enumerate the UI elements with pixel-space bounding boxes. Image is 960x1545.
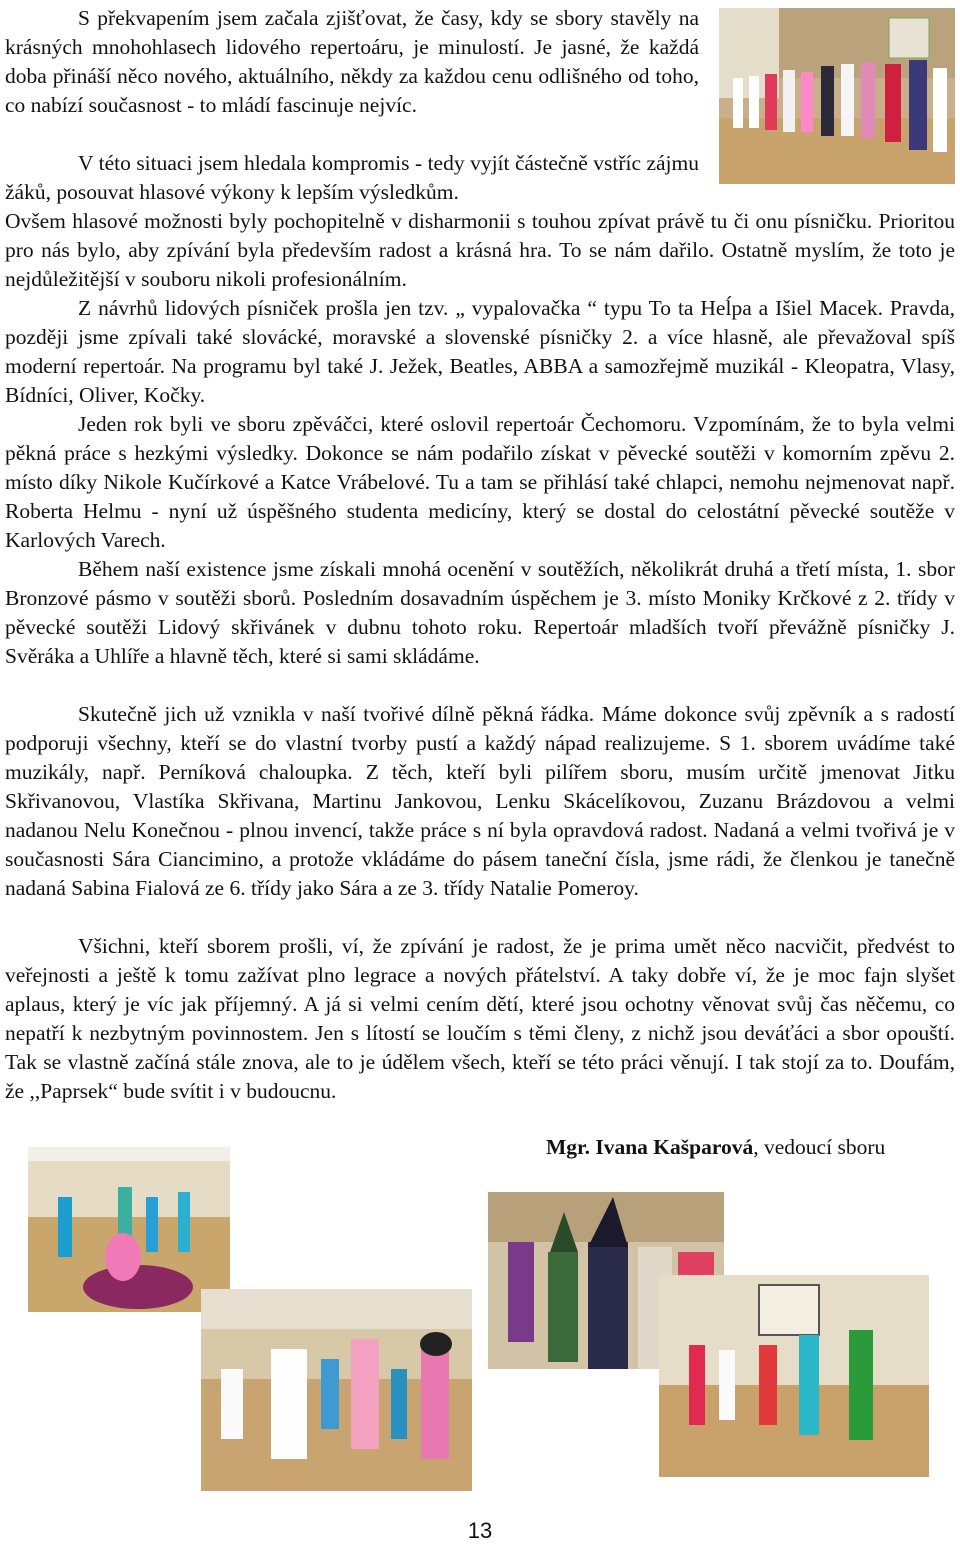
paragraph-4: Z návrhů lidových písniček prošla jen tzv. „ vypalovačka “ typu To ta Heĺpa a Išiel Macek. Pravda, později jsme zpívali také slovácké, moravské a slovenské písničky 2. a více hlasně, ale převažoval spíš moderní repertoár. Na programu byl také J. Ježek, Beatles, ABBA a samozřejmě muzikál - Kleopatra, Vlasy, Bídníci, Oliver, Kočky. <box>5 296 955 407</box>
paragraph-3: Ovšem hlasové možnosti byly pochopitelně v disharmonii s touhou zpívat právě tu či onu písničku. Prioritou pro nás bylo, aby zpívání byla především radost a krásná hra. To se nám dařilo. Ostatně myslím, že toto je nejdůležitější v souboru nikoli profesionálním. <box>5 209 955 291</box>
paragraph-1: S překvapením jsem začala zjišťovat, že časy, kdy se sbory stavěly na krásných mnohohlasech lidového repertoáru, je minulostí. Je jasné, že každá doba přináší něco nového, aktuálního, někdy za každou cenu odlišného od toho, co nabízí současnost - to mládí fascinuje nejvíc. <box>5 6 699 117</box>
signature <box>546 1133 885 1162</box>
photo-children-line-gym <box>719 8 955 184</box>
paragraph-7: Skutečně jich už vznikla v naší tvořivé dílně pěkná řádka. Máme dokonce svůj zpěvník a s radostí podporuji všechny, kteří se do vlastní tvorby pustí a každý nápad realizujeme. S 1. sborem uvádíme také muzikály, např. Perníková chaloupka. Z těch, kteří byli pilířem sboru, musím určitě jmenovat Jitku Skřivanovou, Vlastíka Skřivana, Martinu Jankovou, Lenku Skácelíkovou, Zuzanu Brázdovou a velmi nadanou Nelu Konečnou - plnou invencí, takže práce s ní byla opravdová radost. Nadaná a velmi tvořivá je v současnosti Sára Ciancimino, a protože vkládáme do pásem taneční čísla, jsme rádi, že členkou je tanečně nadaná Sabina Fialová ze 6. třídy jako Sára a ze 3. třídy Natalie Pomeroy. <box>5 702 955 900</box>
paragraph-8: Všichni, kteří sborem prošli, ví, že zpívání je radost, že je prima umět něco nacvičit, předvést to veřejnosti a ještě k tomu zažívat plno legrace a nových přátelství. A taky dobře ví, že je moc fajn slyšet aplaus, který je víc jak příjemný. A já si velmi cením dětí, které jsou ochotny věnovat svůj čas něčemu, co nepatří k nezbytným povinnostem. Jen s lítostí se loučím s těmi členy, z nichž jsou deváťáci a sbor opouští. Tak se vlastně začíná stále znova, ale to je údělem všech, kteří se této práci věnují. I tak stojí za to. Doufám, že ,,Paprsek“ bude svítit i v budoucnu. <box>5 934 955 1103</box>
page-number: 13 <box>467 1518 493 1543</box>
paragraph-6: Během naší existence jsme získali mnohá ocenění v soutěžích, několikrát druhá a třetí místa, 1. sbor Bronzové pásmo v soutěži sborů. Posledním dosavadním úspěchem je 3. místo Moniky Krčkové z 2. třídy v pěvecké soutěži Lidový skřivánek v dubnu tohoto roku. Repertoár mladších tvoří převážně písničky J. Svěráka a Uhlíře a hlavně těch, které si sami skládáme. <box>5 557 955 668</box>
photo-dancers-floor <box>28 1147 230 1312</box>
author-role: , vedoucí sboru <box>753 1135 886 1159</box>
author-name: Mgr. Ivana Kašparová <box>546 1135 754 1159</box>
paragraph-5: Jeden rok byli ve sboru zpěváčci, které oslovil repertoár Čechomoru. Vzpomínám, že to byla velmi pěkná práce s hezkými výsledky. Dokonce se nám podařilo získat v pěvecké soutěži v komorním zpěvu 2. místo díky Nikole Kučírkové a Katce Vrábelové. Tu a tam se přihlásí také chlapci, nemohu nejmenovat např. Roberta Helmu - nyní už úspěšného studenta medicíny, který se dostal do celostátní pěvecké soutěže v Karlových Varech. <box>5 412 955 552</box>
paragraph-2: V této situaci jsem hledala kompromis - tedy vyjít částečně vstříc zájmu žáků, posouvat hlasové výkony k lepším výsledkům. <box>5 151 699 204</box>
photo-dancers-basketball-hoop <box>659 1275 929 1477</box>
photo-performers-costumes <box>201 1289 472 1491</box>
